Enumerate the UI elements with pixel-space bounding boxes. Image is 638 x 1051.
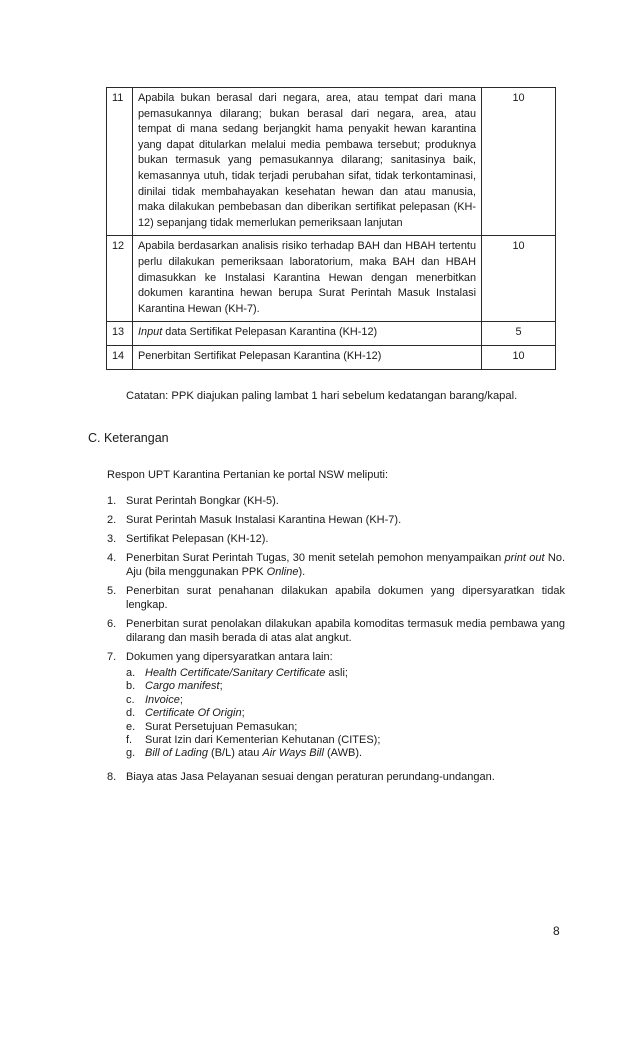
list-text: Surat Perintah Masuk Instalasi Karantina Hewan (KH-7). (126, 514, 402, 526)
sublist-letter: f. (126, 734, 133, 747)
sublist-letter: c. (126, 693, 135, 706)
list-text-block (126, 650, 565, 765)
list-number: 1. (107, 495, 117, 507)
list-number: 3. (107, 533, 117, 545)
sublist-rest: asli; (325, 667, 348, 679)
sublist-letter: d. (126, 707, 136, 720)
list-number: 6. (107, 618, 117, 630)
table-row (107, 88, 556, 236)
row-number: 11 (107, 88, 133, 236)
list-item (107, 584, 565, 612)
sublist-item (126, 734, 565, 747)
list-text-part: Penerbitan Surat Perintah Tugas, 30 menit setelah pemohon menyampaikan (126, 552, 505, 564)
sublist-letter: e. (126, 720, 136, 733)
sublist-italic: Certificate Of Origin (145, 707, 242, 720)
input-italic-text: Input (138, 326, 163, 339)
row-description-rest: data Sertifikat Pelepasan Karantina (KH-12) (162, 326, 378, 339)
sublist-italic: Cargo manifest (145, 680, 220, 693)
row-number: 14 (107, 345, 133, 369)
sublist-rest: ; (219, 680, 223, 693)
sublist-item (126, 707, 565, 720)
list-text-part: No. Aju (bila menggunakan PPK (126, 552, 566, 578)
list-number: 8. (107, 770, 117, 783)
section-intro: Respon UPT Karantina Pertanian ke portal NSW meliputi: (107, 469, 389, 481)
list-number: 4. (107, 552, 117, 564)
row-value: 10 (482, 236, 556, 322)
sublist-rest: ; (241, 707, 245, 720)
row-number: 13 (107, 322, 133, 346)
list-text: Biaya atas Jasa Pelayanan sesuai dengan peraturan perundang-undangan. (126, 770, 495, 783)
list-number: 5. (107, 585, 117, 597)
list-item (107, 551, 565, 579)
table-row (107, 322, 556, 346)
row-description: Apabila bukan berasal dari negara, area, atau tempat dari mana pemasukannya dilarang; bukan berasal dari negara, area, atau tempat di mana sedang berjangkit hama penyakit hewan karantina yang dapat ditularkan melalui media pembawa tersebut; produknya bukan termasuk yang pemasukannya dilarang; sanitasinya baik, kemasannya utuh, tidak terjadi perubahan sifat, tidak terkontaminasi, dinilai tidak membahayakan kesehatan hewan dan atau manusia, maka dilakukan pembebasan dan diberikan sertifikat pelepasan (KH-12) sepanjang tidak memerlukan pemeriksaan lanjutan (133, 88, 482, 236)
row-description: Apabila berdasarkan analisis risiko terhadap BAH dan HBAH tertentu perlu dilakukan pemeriksaan laboratorium, maka BAH dan HBAH dimasukkan ke Instalasi Karantina Hewan dengan menerbitkan dokumen karantina hewan berupa Surat Perintah Masuk Instalasi Karantina Hewan (KH-7). (133, 236, 482, 322)
sublist-item (126, 721, 565, 734)
table-row (107, 345, 556, 369)
sublist-rest: (AWB). (323, 747, 363, 760)
section-title: C. Keterangan (88, 431, 169, 445)
row-value: 5 (482, 322, 556, 346)
table-note: Catatan: PPK diajukan paling lambat 1 hari sebelum kedatangan barang/kapal. (126, 390, 518, 402)
sublist-italic: Invoice (145, 693, 180, 706)
sublist-item (126, 747, 565, 760)
row-number: 12 (107, 236, 133, 322)
sublist-text (145, 694, 183, 707)
sublist-letter: g. (126, 747, 136, 760)
response-list (107, 494, 565, 789)
sublist-rest: (B/L) atau (208, 747, 263, 760)
sublist-text: Surat Izin dari Kementerian Kehutanan (CITES); (145, 734, 381, 747)
sublist-italic: Bill of Lading (145, 747, 208, 760)
list-text: Dokumen yang dipersyaratkan antara lain: (126, 651, 333, 663)
sublist-letter: a. (126, 667, 136, 679)
list-text: Sertifikat Pelepasan (KH-12). (126, 533, 269, 545)
online-italic: Online (266, 566, 299, 578)
sublist-italic: Air Ways Bill (262, 747, 324, 760)
document-sublist (126, 667, 565, 761)
table-row (107, 236, 556, 322)
sublist-rest: ; (179, 693, 183, 706)
sublist-item (126, 680, 565, 693)
list-text: Penerbitan surat penolakan dilakukan apabila komoditas termasuk media pembawa yang dilarang dan masih berada di atas alat angkut. (126, 618, 565, 644)
list-item (107, 650, 565, 765)
sublist-italic: Health Certificate/Sanitary Certificate (145, 667, 326, 679)
page-number: 8 (553, 924, 560, 938)
list-text-part: ). (298, 566, 306, 578)
procedure-table (106, 87, 556, 370)
row-value: 10 (482, 88, 556, 236)
list-number: 7. (107, 651, 117, 663)
list-item (107, 770, 565, 784)
list-item (107, 532, 565, 546)
print-out-italic: print out (504, 552, 545, 564)
list-text (126, 551, 565, 579)
list-item (107, 494, 565, 508)
list-text: Surat Perintah Bongkar (KH-5). (126, 495, 279, 507)
sublist-item (126, 694, 565, 707)
list-item (107, 617, 565, 645)
list-number: 2. (107, 514, 117, 526)
list-text: Penerbitan surat penahanan dilakukan apabila dokumen yang dipersyaratkan tidak lengkap. (126, 585, 565, 611)
row-description (133, 322, 482, 346)
sublist-text (145, 667, 348, 680)
sublist-text: Surat Persetujuan Pemasukan; (145, 720, 298, 733)
sublist-text (145, 680, 223, 693)
sublist-letter: b. (126, 680, 136, 693)
sublist-text (145, 707, 245, 720)
row-description: Penerbitan Sertifikat Pelepasan Karantina (KH-12) (133, 345, 482, 369)
sublist-text (145, 747, 362, 760)
sublist-item (126, 667, 565, 680)
list-item (107, 513, 565, 527)
row-value: 10 (482, 345, 556, 369)
